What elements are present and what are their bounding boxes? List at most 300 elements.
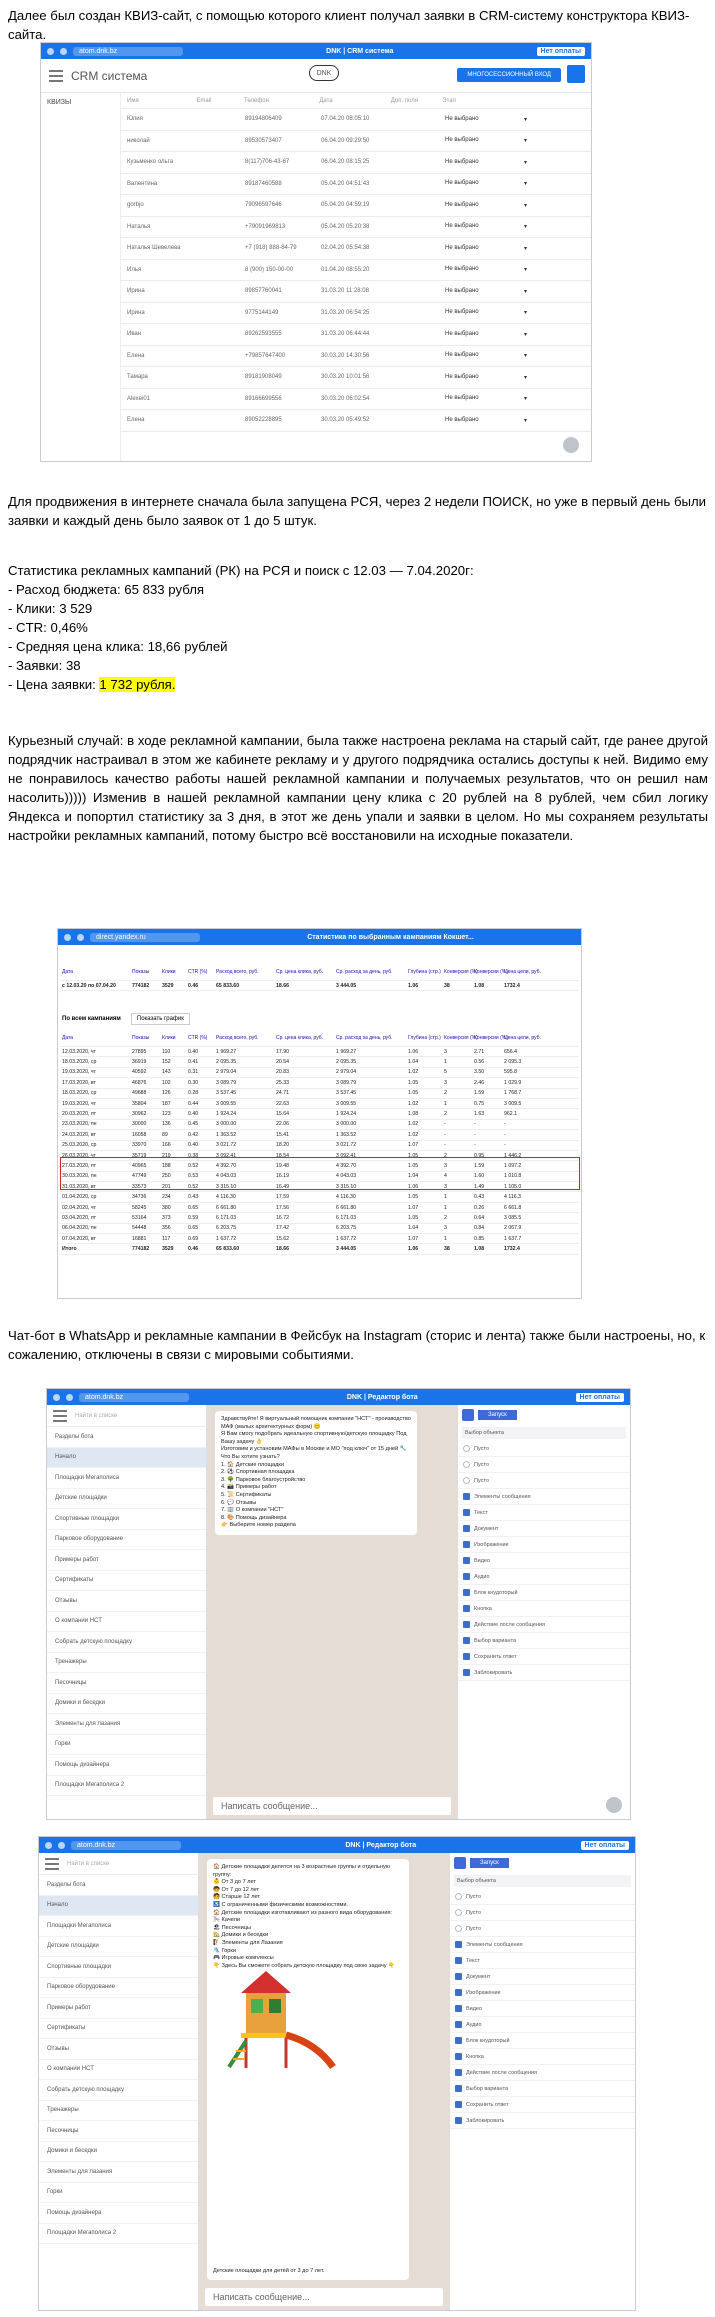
table-cell: 1 363.52 xyxy=(216,1131,237,1138)
status-select[interactable] xyxy=(439,116,535,123)
table-cell: 01.04.2020, ср xyxy=(62,1194,97,1201)
sidebar-item[interactable]: Парковое оборудование xyxy=(47,1530,206,1551)
table-cell: 18.54 xyxy=(276,1152,289,1159)
panel-item[interactable] xyxy=(450,1921,635,1937)
table-cell: 1 924.24 xyxy=(216,1111,237,1118)
reload-icon[interactable] xyxy=(66,1394,73,1401)
status-value: Не выбрано xyxy=(445,137,479,144)
reload-icon[interactable] xyxy=(58,1842,65,1849)
table-cell: 89 xyxy=(162,1131,168,1138)
tab-title: DNK | Редактор бота xyxy=(346,1393,418,1401)
table-cell: 0.85 xyxy=(474,1235,485,1242)
sidebar-item[interactable]: Домики и беседки xyxy=(47,1694,206,1715)
table-cell: 30000 xyxy=(132,1121,147,1128)
table-cell: 110 xyxy=(162,1048,171,1055)
panel-item[interactable] xyxy=(458,1601,630,1617)
chat-line: Здравствуйте! Я виртуальный помощник компании "НСТ" - производство МАФ (малых архитектурных форм) 😊 xyxy=(221,1416,411,1430)
block-icon xyxy=(463,1605,470,1612)
back-icon[interactable] xyxy=(53,1394,60,1401)
sidebar-item[interactable]: О компании НСТ xyxy=(39,2060,198,2081)
payment-button[interactable]: Нет оплаты xyxy=(581,1841,629,1850)
run-button[interactable]: Запуск xyxy=(470,1858,509,1868)
tab-title: Статистика по выбранным кампаниям Кокшет... xyxy=(307,933,474,941)
intro-paragraph: Далее был создан КВИЗ-сайт, с помощью которого клиент получал заявки в CRM-систему конструктора КВИЗ-сайта. xyxy=(8,8,690,42)
status-select[interactable] xyxy=(439,180,535,187)
table-cell: 17.90 xyxy=(276,1048,289,1055)
table-cell: - xyxy=(504,1121,506,1128)
chevron-down-icon: ▾ xyxy=(523,353,527,360)
table-cell: 1 363.52 xyxy=(336,1131,357,1138)
sidebar-item[interactable]: Примеры работ xyxy=(47,1550,206,1571)
table-cell: 1.05 xyxy=(408,1214,419,1221)
table-cell: 3 xyxy=(444,1048,447,1055)
sidebar-item[interactable]: Элементы для лазания xyxy=(39,2162,198,2183)
chat-icon[interactable] xyxy=(561,435,581,455)
highlight-box xyxy=(60,1157,580,1190)
stat-lead-price-label: - Цена заявки: xyxy=(8,677,100,692)
table-cell: 3 315.10 xyxy=(216,1183,237,1190)
table-cell: 0.52 xyxy=(188,1183,199,1190)
status-select[interactable] xyxy=(439,374,535,381)
panel-item[interactable] xyxy=(450,2097,635,2113)
panel-item[interactable] xyxy=(450,1953,635,1969)
table-cell: 1.60 xyxy=(474,1173,485,1180)
status-select[interactable] xyxy=(439,137,535,144)
table-cell: Елена xyxy=(127,417,145,424)
chat-line: 6. 💬 Отзывы xyxy=(221,1499,257,1506)
status-value: Не выбрано xyxy=(445,373,479,380)
panel-item-label: Документ xyxy=(466,1973,491,1980)
status-select[interactable] xyxy=(439,245,535,252)
sidebar-item[interactable]: Разделы бота xyxy=(39,1875,198,1896)
table-row[interactable] xyxy=(121,217,591,239)
panel-item[interactable] xyxy=(458,1441,630,1457)
table-cell: 40965 xyxy=(132,1162,147,1169)
table-row[interactable] xyxy=(121,367,591,389)
table-cell: 0.53 xyxy=(188,1173,199,1180)
panel-item[interactable] xyxy=(458,1585,630,1601)
table-cell: Расход всего, руб. xyxy=(216,968,259,975)
chat-line: 🎮 Игровые комплексы xyxy=(213,1955,274,1962)
run-button[interactable]: Запуск xyxy=(478,1410,517,1420)
reload-icon[interactable] xyxy=(77,934,84,941)
table-cell: 1 446.2 xyxy=(504,1152,522,1159)
table-cell: 187 xyxy=(162,1100,171,1107)
avatar[interactable] xyxy=(567,65,585,83)
address-bar[interactable]: atom.dnk.bz xyxy=(71,1841,181,1850)
sidebar-item[interactable]: Отзывы xyxy=(47,1591,206,1612)
panel-toolbar xyxy=(450,1853,635,1873)
sidebar-item[interactable]: Детские площадки xyxy=(47,1489,206,1510)
table-cell: 1.04 xyxy=(408,1173,419,1180)
status-select[interactable] xyxy=(439,309,535,316)
table-cell: 07.04.2020, вт xyxy=(62,1235,96,1242)
table-cell: 4 116.3 xyxy=(504,1194,521,1201)
table-cell: 1 637.7 xyxy=(504,1235,522,1242)
all-campaigns-toggle[interactable]: По всем кампаниям xyxy=(62,1016,121,1022)
chat-line: 3. 🌳 Парковое благоустройство xyxy=(221,1476,306,1483)
column-header: Имя xyxy=(127,97,139,104)
bot-editor-screenshot-1 xyxy=(46,1388,631,1820)
table-cell: CTR (%) xyxy=(188,1034,208,1041)
table-row[interactable] xyxy=(121,195,591,217)
table-cell: 0.40 xyxy=(188,1048,199,1055)
settings-icon[interactable] xyxy=(462,1409,474,1421)
search-input[interactable]: Найти в списке xyxy=(67,1860,110,1867)
table-row[interactable] xyxy=(121,410,591,432)
table-cell: 6 203.75 xyxy=(336,1225,357,1232)
sidebar-item[interactable]: Горки xyxy=(47,1735,206,1756)
panel-item[interactable] xyxy=(450,2001,635,2017)
panel-item[interactable] xyxy=(450,1937,635,1953)
stats-table xyxy=(60,1029,579,1255)
block-icon xyxy=(463,1509,470,1516)
chevron-down-icon: ▾ xyxy=(523,374,527,381)
message-input[interactable]: Написать сообщение... xyxy=(213,1797,451,1815)
panel-item-label: Заблокировать xyxy=(474,1669,513,1676)
image-caption: Детские площадки для детей от 3 до 7 лет. xyxy=(213,2268,325,2275)
show-graph-button[interactable]: Показать график xyxy=(131,1013,190,1025)
status-select[interactable] xyxy=(439,202,535,209)
sidebar-item[interactable]: Парковое оборудование xyxy=(39,1978,198,1999)
sidebar-item[interactable]: Примеры работ xyxy=(39,1998,198,2019)
table-row xyxy=(60,1068,579,1078)
table-cell: Показы xyxy=(132,968,150,975)
table-row[interactable] xyxy=(121,260,591,282)
stats-title: Статистика рекламных кампаний (РК) на РСЯ и поиск с 12.03 — 7.04.2020г: xyxy=(8,563,474,578)
table-cell: 4 116.30 xyxy=(336,1194,356,1201)
table-cell: 07.04.20 08:05:10 xyxy=(321,116,370,123)
sidebar-item[interactable]: Сертификаты xyxy=(47,1571,206,1592)
status-value: Не выбрано xyxy=(445,352,479,359)
panel-item-label: Видео xyxy=(474,1557,491,1564)
table-cell: 2 095.35 xyxy=(336,1059,357,1066)
panel-item-label: Кнопка xyxy=(474,1605,492,1612)
table-cell: Глубина (стр.) xyxy=(408,968,441,975)
table-cell: 18.20 xyxy=(276,1142,289,1149)
sidebar-item[interactable]: Площадки Мегаполиса 2 xyxy=(39,2224,198,2245)
table-cell: 595.8 xyxy=(504,1069,517,1076)
table-cell: 31.03.20 06:54:25 xyxy=(321,309,370,316)
table-cell: 3.50 xyxy=(474,1069,485,1076)
message-input[interactable]: Написать сообщение... xyxy=(205,2288,443,2306)
multi-session-button[interactable]: МНОГОСЕССИОННЫЙ ВХОД xyxy=(457,68,561,82)
table-cell: 24.03.2020, вт xyxy=(62,1131,96,1138)
table-cell: 2.46 xyxy=(474,1079,485,1086)
table-cell: Конверсия (%) xyxy=(444,968,478,975)
table-cell: 89166699556 xyxy=(245,395,282,402)
panel-item[interactable] xyxy=(458,1649,630,1665)
stat-ctr: - CTR: 0,46% xyxy=(8,620,88,635)
panel-item-label: Текст xyxy=(474,1509,488,1516)
table-cell: 1 xyxy=(444,1100,447,1107)
table-cell: 0.56 xyxy=(474,1059,485,1066)
sidebar-item[interactable]: Песочницы xyxy=(39,2121,198,2142)
sidebar-item[interactable]: Спортивные площадки xyxy=(39,1957,198,1978)
table-cell: 0.38 xyxy=(188,1152,199,1159)
table-cell: 89052228895 xyxy=(245,417,282,424)
table-row xyxy=(60,1089,579,1099)
table-cell: 0.43 xyxy=(188,1194,199,1201)
panel-item[interactable] xyxy=(458,1489,630,1505)
table-cell: 3 315.10 xyxy=(336,1183,357,1190)
status-value: Не выбрано xyxy=(445,180,479,187)
chevron-down-icon: ▾ xyxy=(523,116,527,123)
panel-item[interactable] xyxy=(450,2017,635,2033)
sidebar-item[interactable]: Начало xyxy=(47,1448,206,1469)
chat-line: 4. 📸 Примеры работ xyxy=(221,1484,277,1491)
sidebar-item[interactable]: Элементы для лазания xyxy=(47,1714,206,1735)
table-row[interactable] xyxy=(121,389,591,411)
block-icon xyxy=(455,2037,462,2044)
table-cell: 1.59 xyxy=(474,1162,485,1169)
payment-button[interactable]: Нет оплаты xyxy=(537,47,585,56)
table-row xyxy=(60,1192,579,1202)
sidebar-item[interactable]: Разделы бота xyxy=(47,1427,206,1448)
sidebar-item[interactable]: Тренажеры xyxy=(39,2101,198,2122)
panel-item[interactable] xyxy=(458,1537,630,1553)
sidebar-item[interactable]: Площадки Мегаполиса 2 xyxy=(47,1776,206,1797)
sidebar-item[interactable]: Помощь дизайнера xyxy=(47,1755,206,1776)
sidebar-item[interactable]: Помощь дизайнера xyxy=(39,2203,198,2224)
menu-icon[interactable] xyxy=(53,1410,67,1422)
sidebar-item[interactable]: Спортивные площадки xyxy=(47,1509,206,1530)
table-row[interactable] xyxy=(121,346,591,368)
table-cell: 3 089.79 xyxy=(216,1079,237,1086)
bot-message xyxy=(215,1411,417,1535)
status-select[interactable] xyxy=(439,266,535,273)
settings-icon[interactable] xyxy=(454,1857,466,1869)
table-cell: 16.19 xyxy=(276,1173,289,1180)
table-cell: - xyxy=(444,1131,446,1138)
reload-icon[interactable] xyxy=(60,48,67,55)
sidebar-item[interactable]: Собрать детскую площадку xyxy=(47,1632,206,1653)
status-select[interactable] xyxy=(439,395,535,402)
chat-line: 🧒 От 7 до 12 лет xyxy=(213,1886,260,1893)
sidebar-item[interactable]: Отзывы xyxy=(39,2039,198,2060)
panel-item[interactable] xyxy=(450,2065,635,2081)
leads-table xyxy=(121,93,591,432)
table-cell: - xyxy=(504,1131,506,1138)
table-cell: 1 xyxy=(444,1194,447,1201)
chevron-down-icon: ▾ xyxy=(523,396,527,403)
table-row[interactable] xyxy=(121,131,591,153)
panel-item[interactable] xyxy=(458,1553,630,1569)
status-value: Не выбрано xyxy=(445,309,479,316)
table-cell: 35719 xyxy=(132,1152,147,1159)
table-cell: 0.69 xyxy=(188,1235,199,1242)
sidebar-item[interactable]: Площадки Мегаполиса xyxy=(47,1468,206,1489)
sidebar-item[interactable]: Собрать детскую площадку xyxy=(39,2080,198,2101)
payment-button[interactable]: Нет оплаты xyxy=(576,1393,624,1402)
sidebar-item[interactable]: Сертификаты xyxy=(39,2019,198,2040)
table-row[interactable] xyxy=(121,303,591,325)
panel-item-label: Пусто xyxy=(466,1909,481,1916)
panel-toolbar xyxy=(458,1405,630,1425)
chevron-down-icon: ▾ xyxy=(523,138,527,145)
table-cell: Дата xyxy=(62,968,74,975)
chat-line: 1. 🏠 Детские площадки xyxy=(221,1461,285,1468)
table-cell: Глубина (стр.) xyxy=(408,1034,441,1041)
table-cell: 0.44 xyxy=(188,1100,199,1107)
table-cell: 17.59 xyxy=(276,1194,289,1201)
panel-item[interactable] xyxy=(458,1617,630,1633)
table-cell: 2 xyxy=(444,1152,447,1159)
table-cell: 1.05 xyxy=(408,1194,419,1201)
menu-icon[interactable] xyxy=(49,70,63,82)
table-cell: 01.04.20 08:55:20 xyxy=(321,266,370,273)
table-cell: +7 (918) 888-84-79 xyxy=(245,245,297,252)
table-row[interactable] xyxy=(121,174,591,196)
table-header xyxy=(121,93,591,109)
table-cell: 02.04.20 05:54:38 xyxy=(321,245,370,252)
column-header: Дата xyxy=(319,97,333,104)
panel-item[interactable] xyxy=(458,1505,630,1521)
table-cell: 0.28 xyxy=(188,1090,199,1097)
block-icon xyxy=(455,2085,462,2092)
block-icon xyxy=(463,1493,470,1500)
table-cell: 234 xyxy=(162,1194,171,1201)
table-cell: Цена цели, руб. xyxy=(504,1034,541,1041)
table-cell: 15.62 xyxy=(276,1235,289,1242)
sidebar-item[interactable]: Тренажеры xyxy=(47,1653,206,1674)
table-cell: Тамара xyxy=(127,374,148,381)
status-select[interactable] xyxy=(439,352,535,359)
block-icon xyxy=(463,1525,470,1532)
search-input[interactable]: Найти в списке xyxy=(75,1412,118,1419)
panel-item[interactable] xyxy=(458,1457,630,1473)
table-row[interactable] xyxy=(121,152,591,174)
chat-line: 🎠 Качели xyxy=(213,1917,240,1924)
chat-line: ♿ С ограниченными физическими возможностями. xyxy=(213,1901,349,1908)
table-cell: - xyxy=(504,1142,506,1149)
table-cell: 33970 xyxy=(132,1142,147,1149)
sidebar-item[interactable]: Начало xyxy=(39,1896,198,1917)
table-cell: 1.02 xyxy=(408,1100,419,1107)
panel-item-label: Сохранить ответ xyxy=(466,2101,509,2108)
status-select[interactable] xyxy=(439,159,535,166)
table-cell: 8(117)706-43-67 xyxy=(245,159,290,166)
table-cell: 1.02 xyxy=(408,1131,419,1138)
radio-icon xyxy=(455,1909,462,1916)
status-select[interactable] xyxy=(439,223,535,230)
sidebar-item[interactable]: Горки xyxy=(39,2183,198,2204)
table-row[interactable] xyxy=(121,238,591,260)
table-cell: Ирина xyxy=(127,288,145,295)
stats-summary xyxy=(60,963,579,991)
menu-icon[interactable] xyxy=(45,1858,59,1870)
sidebar-item[interactable]: Площадки Мегаполиса xyxy=(39,1916,198,1937)
table-cell: 2 979.04 xyxy=(216,1069,237,1076)
panel-item[interactable] xyxy=(450,2049,635,2065)
address-bar[interactable]: atom.dnk.bz xyxy=(79,1393,189,1402)
table-row[interactable] xyxy=(121,109,591,131)
back-icon[interactable] xyxy=(47,48,54,55)
table-cell: Кузьменко ольга xyxy=(127,159,174,166)
status-value: Не выбрано xyxy=(445,115,479,122)
panel-item[interactable] xyxy=(458,1633,630,1649)
panel-item[interactable] xyxy=(458,1665,630,1681)
address-bar[interactable]: direct.yandex.ru xyxy=(90,933,200,942)
table-cell: 1.05 xyxy=(408,1079,419,1086)
panel-item-label: Пусто xyxy=(474,1461,489,1468)
logo: DNK xyxy=(309,65,339,81)
panel-item[interactable] xyxy=(450,1905,635,1921)
panel-item[interactable] xyxy=(450,1969,635,1985)
panel-item[interactable] xyxy=(458,1473,630,1489)
status-select[interactable] xyxy=(439,288,535,295)
block-icon xyxy=(463,1541,470,1548)
status-select[interactable] xyxy=(439,331,535,338)
table-cell: 65 833.60 xyxy=(216,1246,240,1253)
panel-item-label: Сохранить ответ xyxy=(474,1653,517,1660)
block-icon xyxy=(463,1589,470,1596)
panel-item-label: Пусто xyxy=(466,1893,481,1900)
table-cell: 6 661.80 xyxy=(216,1204,237,1211)
sidebar-item[interactable]: Детские площадки xyxy=(39,1937,198,1958)
panel-item[interactable] xyxy=(450,1985,635,2001)
block-icon xyxy=(455,2021,462,2028)
table-cell: 2 067.9 xyxy=(504,1225,522,1232)
panel-item[interactable] xyxy=(458,1521,630,1537)
table-cell: 17.03.2020, вт xyxy=(62,1079,96,1086)
chat-line: Я Вам смогу подобрать идеальную спортивную/детскую площадку Под Вашу задачу 👌 xyxy=(221,1431,407,1445)
status-select[interactable] xyxy=(439,417,535,424)
status-value: Не выбрано xyxy=(445,330,479,337)
playground-image xyxy=(221,1963,341,2073)
stat-leads: - Заявки: 38 xyxy=(8,658,81,673)
table-row[interactable] xyxy=(121,324,591,346)
table-cell: Ирина xyxy=(127,309,145,316)
panel-title: Выбор объекта xyxy=(462,1427,626,1439)
chat-line: Изготовим и установим МАФы в Москве и МО "под ключ" от 15 дней 🔧 xyxy=(221,1446,407,1453)
table-cell: 6 171.03 xyxy=(336,1214,357,1221)
panel-item[interactable] xyxy=(450,1889,635,1905)
table-cell: 2 979.04 xyxy=(336,1069,357,1076)
panel-item[interactable] xyxy=(450,2033,635,2049)
stat-lead-price-value: 1 732 рубля. xyxy=(99,677,176,692)
table-row[interactable] xyxy=(121,281,591,303)
crm-screenshot xyxy=(40,42,592,462)
panel-item[interactable] xyxy=(450,2113,635,2129)
panel-item[interactable] xyxy=(458,1569,630,1585)
table-cell: 02.04.2020, чт xyxy=(62,1204,96,1211)
table-cell: 89187460588 xyxy=(245,180,282,187)
chevron-down-icon: ▾ xyxy=(523,224,527,231)
sidebar-item-quizzes[interactable]: КВИЗЫ xyxy=(47,99,72,106)
table-cell: 201 xyxy=(162,1183,171,1190)
table-row xyxy=(60,1224,579,1234)
table-cell: Конверсии (%) xyxy=(474,968,508,975)
table-cell: 166 xyxy=(162,1142,171,1149)
table-cell: 34736 xyxy=(132,1194,147,1201)
address-bar[interactable]: atom.dnk.bz xyxy=(73,47,183,56)
table-cell: 3 537.45 xyxy=(336,1090,357,1097)
chat-icon[interactable] xyxy=(604,1795,624,1815)
sidebar-item[interactable]: Песочницы xyxy=(47,1673,206,1694)
sidebar-item[interactable]: Домики и беседки xyxy=(39,2142,198,2163)
sidebar-item[interactable]: О компании НСТ xyxy=(47,1612,206,1633)
back-icon[interactable] xyxy=(64,934,71,941)
table-cell: 1.08 xyxy=(474,1246,485,1253)
table-cell: 962.1 xyxy=(504,1111,517,1118)
panel-item[interactable] xyxy=(450,2081,635,2097)
chevron-down-icon: ▾ xyxy=(523,331,527,338)
back-icon[interactable] xyxy=(45,1842,52,1849)
table-cell: 24.71 xyxy=(276,1090,289,1097)
table-cell: 0.41 xyxy=(188,1059,199,1066)
table-cell: 9775144149 xyxy=(245,309,279,316)
